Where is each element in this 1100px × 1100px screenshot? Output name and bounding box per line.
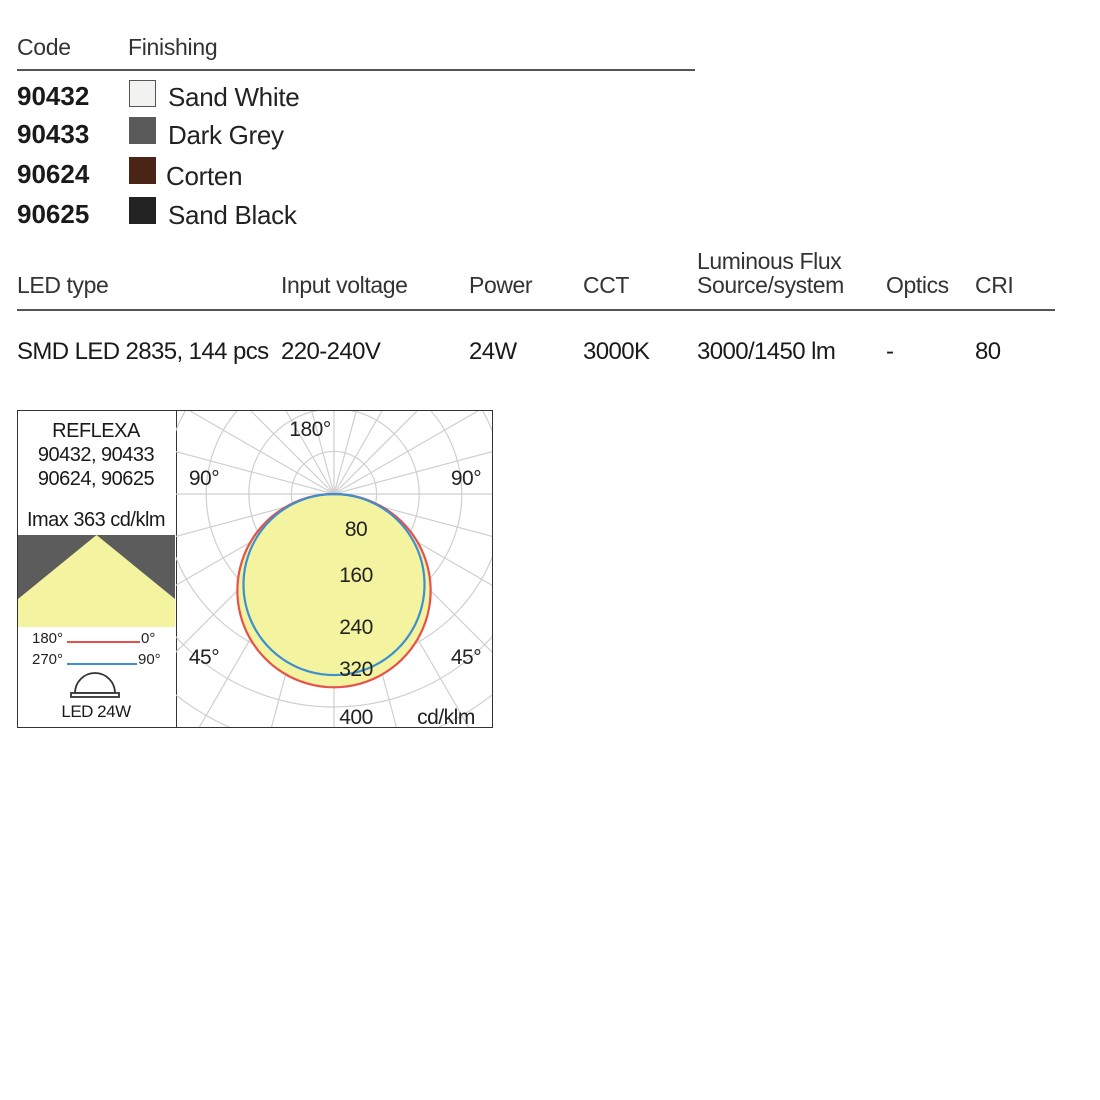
unit-label: cd/klm	[417, 706, 475, 727]
source-label: LED 24W	[61, 702, 131, 721]
cct-value: 3000K	[583, 338, 650, 365]
legend-plane-b-right: 90°	[138, 651, 161, 668]
radial-label: 240	[339, 616, 373, 639]
color-swatch	[129, 117, 156, 144]
color-swatch	[129, 157, 156, 184]
imax-value: Imax 363 cd/klm	[26, 509, 166, 531]
radial-label: 160	[339, 564, 373, 587]
polar-curves	[237, 494, 430, 687]
angle-label-90-right: 90°	[450, 467, 482, 490]
legend-plane-a-right: 0°	[141, 630, 156, 647]
led-type-header: LED type	[17, 272, 109, 298]
finishing-code: 90433	[17, 119, 90, 149]
beam-illustration	[18, 535, 175, 627]
finishing-header: Finishing	[128, 34, 218, 60]
finishing-code: 90625	[17, 199, 90, 229]
photometric-info-panel	[18, 411, 177, 727]
luminous-flux-subheader: Source/system	[697, 272, 844, 298]
power-value: 24W	[469, 338, 517, 365]
spec-header-rule	[17, 309, 1055, 311]
legend-plane-b-line	[67, 663, 137, 665]
radial-label: 80	[344, 518, 368, 541]
product-codes-line1: 90432, 90433	[37, 444, 155, 466]
color-swatch	[129, 197, 156, 224]
product-name: REFLEXA	[52, 420, 140, 442]
angle-label-45-right: 45°	[450, 646, 482, 669]
input-voltage-value: 220-240V	[281, 338, 381, 365]
luminous-flux-header: Luminous Flux	[697, 248, 842, 274]
polar-diagram	[176, 411, 492, 727]
finishing-code: 90624	[17, 159, 90, 189]
legend-plane-a-line	[67, 641, 140, 643]
radial-label: 320	[339, 658, 373, 681]
input-voltage-header: Input voltage	[281, 272, 408, 298]
cri-header: CRI	[975, 272, 1014, 298]
cri-value: 80	[975, 338, 1001, 365]
color-swatch	[129, 80, 156, 107]
power-header: Power	[469, 272, 533, 298]
lamp-icon	[67, 669, 127, 699]
product-codes-line2: 90624, 90625	[37, 468, 155, 490]
angle-label-90-left: 90°	[188, 467, 220, 490]
finishing-name: Sand White	[168, 82, 300, 112]
legend-plane-a-left: 180°	[32, 630, 64, 647]
finishing-name: Corten	[166, 161, 243, 191]
optics-value: -	[886, 338, 894, 365]
legend-plane-b-left: 270°	[32, 651, 64, 668]
led-type-value: SMD LED 2835, 144 pcs	[17, 338, 269, 365]
finishing-code: 90432	[17, 81, 90, 111]
finishing-name: Sand Black	[168, 200, 297, 230]
code-header: Code	[17, 34, 71, 60]
angle-label-180: 180°	[289, 418, 331, 441]
cct-header: CCT	[583, 272, 630, 298]
finishing-header-rule	[17, 69, 695, 71]
angle-label-45-left: 45°	[188, 646, 220, 669]
finishing-name: Dark Grey	[168, 120, 284, 150]
photometric-diagram-box	[17, 410, 493, 728]
luminous-flux-value: 3000/1450 lm	[697, 338, 836, 365]
radial-label: 400	[339, 706, 373, 727]
optics-header: Optics	[886, 272, 949, 298]
